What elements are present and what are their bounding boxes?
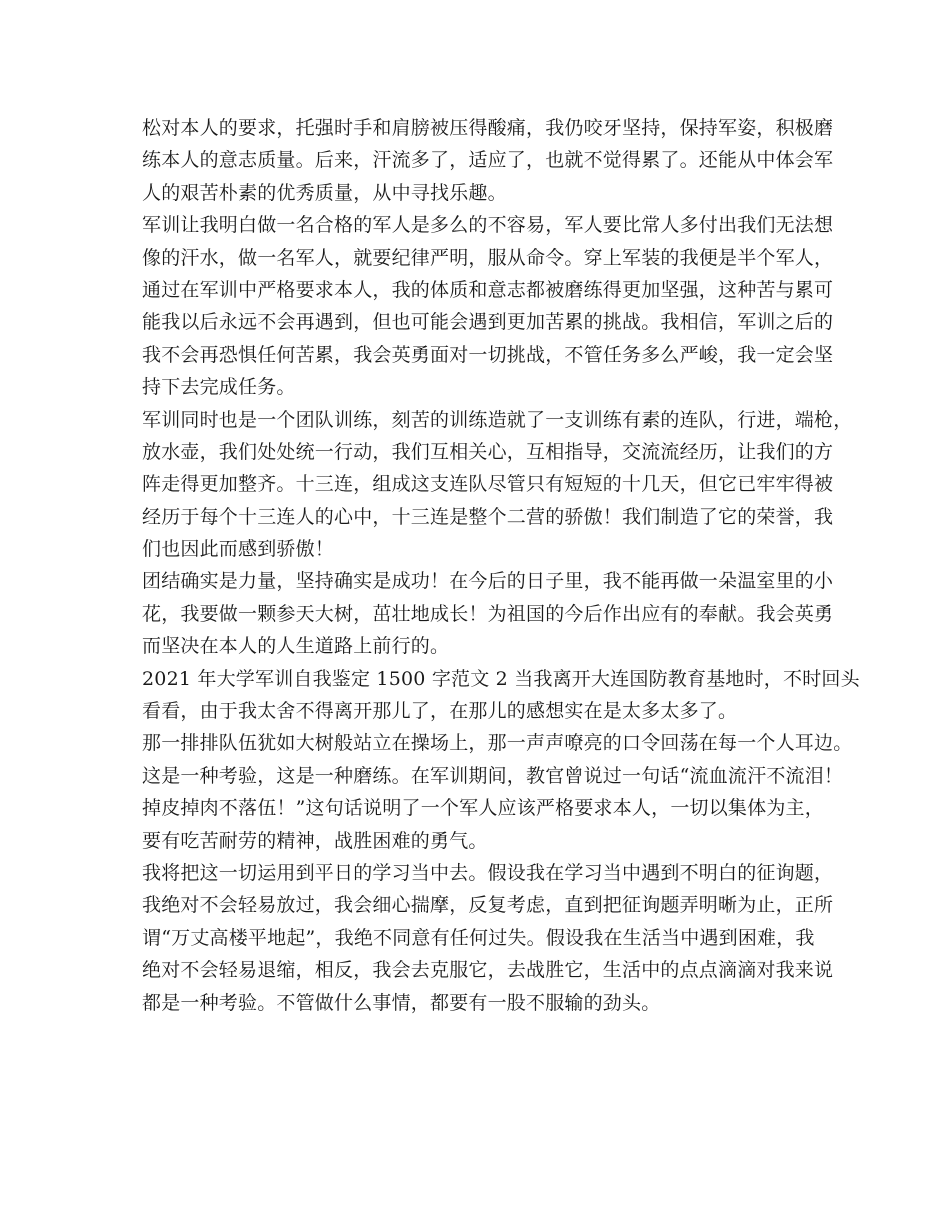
- text-line: 我不会再恐惧任何苦累，我会英勇面对一切挑战，不管任务多么严峻，我一定会坚: [142, 343, 834, 366]
- text-line: 要有吃苦耐劳的精神，战胜困难的勇气。: [142, 829, 488, 852]
- text-line: 练本人的意志质量。后来，汗流多了，适应了，也就不觉得累了。还能从中体会军: [142, 149, 834, 172]
- text-line: 看看，由于我太舍不得离开那儿了，在那儿的感想实在是太多太多了。: [142, 700, 738, 723]
- text-line: 那一排排队伍犹如大树般站立在操场上，那一声声嘹亮的口令回荡在每一个人耳边。: [142, 732, 853, 755]
- text-line: 放水壶，我们处处统一行动，我们互相关心，互相指导，交流流经历，让我们的方: [142, 440, 834, 463]
- body-text: [142, 112, 860, 1019]
- text-line: 2021 年大学军训自我鉴定 1500 字范文 2 当我离开大连国防教育基地时，不时回头: [142, 667, 860, 690]
- text-line: 军训让我明白做一名合格的军人是多么的不容易，军人要比常人多付出我们无法想: [142, 214, 834, 237]
- text-line: 绝对不会轻易退缩，相反，我会去克服它，去战胜它，生活中的点点滴滴对我来说: [142, 959, 834, 982]
- text-line: 而坚决在本人的人生道路上前行的。: [142, 635, 450, 658]
- text-line: 阵走得更加整齐。十三连，组成这支连队尽管只有短短的十几天，但它已牢牢得被: [142, 473, 834, 496]
- text-line: 们也因此而感到骄傲！: [142, 538, 335, 561]
- text-line: 通过在军训中严格要求本人，我的体质和意志都被磨练得更加坚强，这种苦与累可: [142, 278, 834, 301]
- text-line: 团结确实是力量，坚持确实是成功！在今后的日子里，我不能再做一朵温室里的小: [142, 570, 834, 593]
- text-line: 这是一种考验，这是一种磨练。在军训期间，教官曾说过一句话“流血流汗不流泪！: [142, 764, 844, 787]
- text-line: 能我以后永远不会再遇到，但也可能会遇到更加苦累的挑战。我相信，军训之后的: [142, 311, 834, 334]
- text-line: 都是一种考验。不管做什么事情，都要有一股不服输的劲头。: [142, 991, 661, 1014]
- text-line: 持下去完成任务。: [142, 376, 296, 399]
- text-line: 我绝对不会轻易放过，我会细心揣摩，反复考虑，直到把征询题弄明晰为止，正所: [142, 894, 834, 917]
- text-line: 松对本人的要求，托强时手和肩膀被压得酸痛，我仍咬牙坚持，保持军姿，积极磨: [142, 117, 834, 139]
- text-line: 经历于每个十三连人的心中，十三连是整个二营的骄傲！我们制造了它的荣誉，我: [142, 505, 834, 528]
- text-line: 花，我要做一颗参天大树，茁壮地成长！为祖国的今后作出应有的奉献。我会英勇: [142, 602, 834, 625]
- text-line: 掉皮掉肉不落伍！”这句话说明了一个军人应该严格要求本人，一切以集体为主，: [142, 797, 824, 820]
- text-line: 谓“万丈高楼平地起”，我绝不同意有任何过失。假设我在生活当中遇到困难，我: [142, 926, 815, 949]
- text-line: 像的汗水，做一名军人，就要纪律严明，服从命令。穿上军装的我便是半个军人，: [142, 246, 834, 269]
- text-line: 军训同时也是一个团队训练，刻苦的训练造就了一支训练有素的连队，行进，端枪，: [142, 408, 853, 431]
- text-line: 人的艰苦朴素的优秀质量，从中寻找乐趣。: [142, 181, 507, 204]
- text-line: 我将把这一切运用到平日的学习当中去。假设我在学习当中遇到不明白的征询题，: [142, 861, 834, 884]
